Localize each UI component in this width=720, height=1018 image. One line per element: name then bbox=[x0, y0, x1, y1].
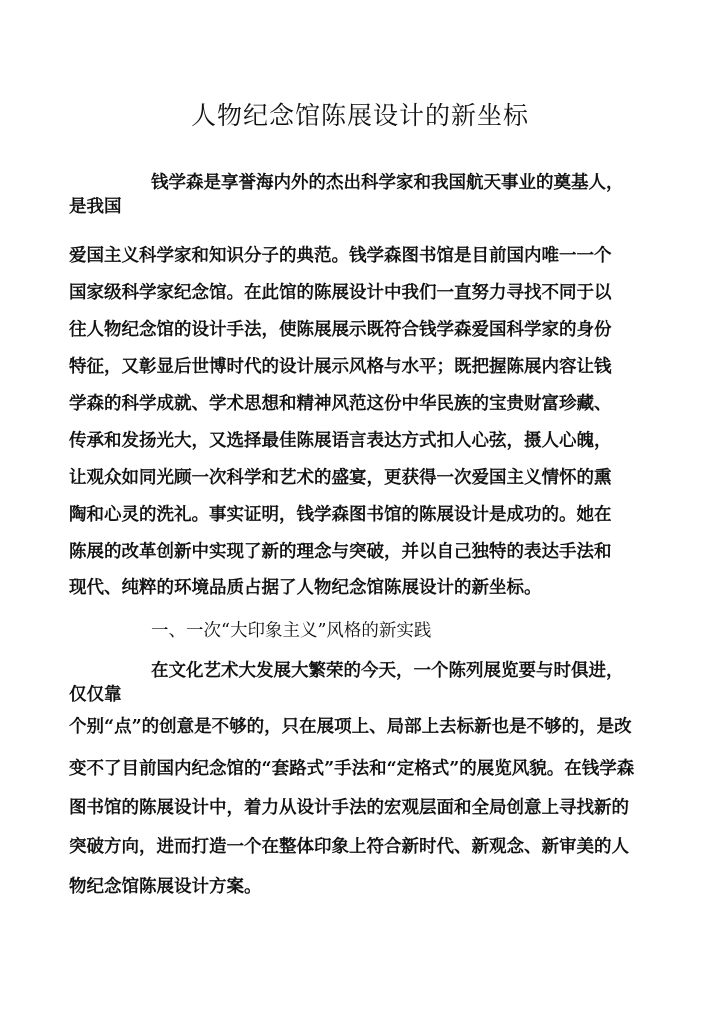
paragraph1-line: 让观众如同光顾一次科学和艺术的盛宴，更获得一次爱国主义情怀的熏 bbox=[69, 468, 612, 488]
paragraph2-line: 物纪念馆陈展设计方案。 bbox=[69, 877, 262, 897]
paragraph1-line: 学森的科学成就、学术思想和精神风范这份中华民族的宝贵财富珍藏、 bbox=[69, 394, 612, 414]
paragraph2-line: 个别“点”的创意是不够的，只在展项上、局部上去标新也是不够的，是改 bbox=[69, 717, 632, 737]
paragraph2-line: 突破方向，进而打造一个在整体印象上符合新时代、新观念、新审美的人 bbox=[69, 837, 629, 857]
paragraph2-first-line: 在文化艺术大发展大繁荣的今天，一个陈列展览要与时俱进， bbox=[151, 661, 624, 681]
document-title: 人物纪念馆陈展设计的新坐标 bbox=[190, 101, 529, 130]
paragraph1-wrap-line: 是我国 bbox=[69, 197, 122, 217]
section-heading: 一、一次“大印象主义”风格的新实践 bbox=[151, 621, 432, 641]
paragraph1-line: 传承和发扬光大，又选择最佳陈展语言表达方式扣人心弦，摄人心魄， bbox=[69, 431, 612, 451]
paragraph1-line: 陈展的改革创新中实现了新的理念与突破，并以自己独特的表达手法和 bbox=[69, 542, 612, 562]
paragraph1-line: 国家级科学家纪念馆。在此馆的陈展设计中我们一直努力寻找不同于以 bbox=[69, 283, 612, 303]
paragraph1-line: 特征，又彰显后世博时代的设计展示风格与水平；既把握陈展内容让钱 bbox=[69, 357, 612, 377]
paragraph1-line: 现代、纯粹的环境品质占据了人物纪念馆陈展设计的新坐标。 bbox=[69, 578, 542, 598]
paragraph2-line: 图书馆的陈展设计中，着力从设计手法的宏观层面和全局创意上寻找新的 bbox=[69, 798, 629, 818]
paragraph2-wrap-line: 仅仅靠 bbox=[69, 685, 122, 705]
paragraph1-line: 爱国主义科学家和知识分子的典范。钱学森图书馆是目前国内唯一一个 bbox=[69, 246, 612, 266]
paragraph2-line: 变不了目前国内纪念馆的“套路式”手法和“定格式”的展览风貌。在钱学森 bbox=[69, 759, 635, 779]
paragraph1-line: 往人物纪念馆的设计手法，使陈展展示既符合钱学森爱国科学家的身份 bbox=[69, 320, 612, 340]
paragraph1-first-line: 钱学森是享誉海内外的杰出科学家和我国航天事业的奠基人， bbox=[151, 173, 624, 193]
paragraph1-line: 陶和心灵的洗礼。事实证明，钱学森图书馆的陈展设计是成功的。她在 bbox=[69, 505, 612, 525]
